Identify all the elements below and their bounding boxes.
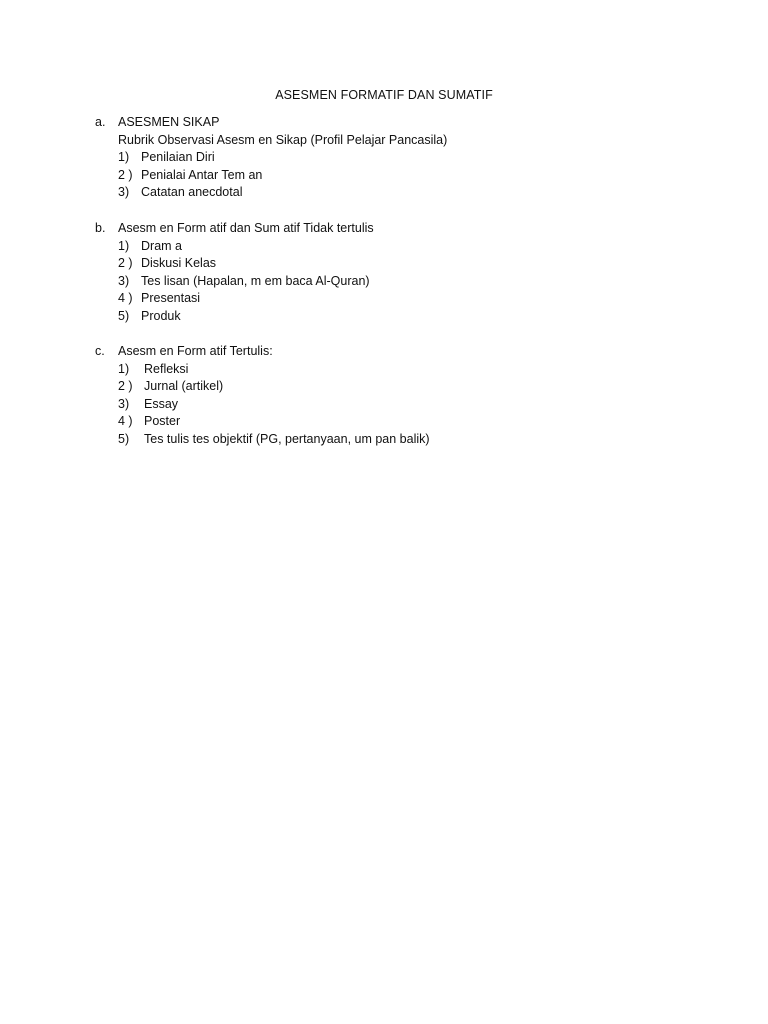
section-heading-text: Asesm en Form atif dan Sum atif Tidak tertulis: [118, 221, 374, 235]
item-list: [95, 361, 715, 449]
item-number: 5): [118, 308, 130, 323]
item-text: Poster: [144, 414, 181, 429]
item-text: Penilaian Diri: [141, 150, 215, 165]
section-heading: [95, 343, 715, 361]
list-item: [118, 255, 715, 273]
document-title: ASESMEN FORMATIF DAN SUMATIF: [275, 88, 493, 102]
item-number: 3): [118, 396, 130, 411]
item-text: Produk: [141, 308, 181, 323]
item-number: 4 ): [118, 291, 133, 306]
section-heading-text: Asesm en Form atif Tertulis:: [118, 344, 273, 358]
item-text: Diskusi Kelas: [141, 256, 217, 271]
item-text: Presentasi: [141, 291, 201, 306]
item-number: 3): [118, 273, 130, 288]
list-item: [118, 273, 715, 291]
item-text: Dram a: [141, 238, 182, 253]
list-item: [118, 238, 715, 256]
list-item: [118, 308, 715, 326]
item-number: 2 ): [118, 379, 133, 394]
item-text: Catatan anecdotal: [141, 185, 243, 200]
section-heading: [95, 220, 715, 238]
list-item: [118, 413, 715, 431]
item-number: 5): [118, 431, 130, 446]
item-number: 1): [118, 150, 130, 165]
section-non-written-assessment: [95, 220, 715, 326]
item-number: 1): [118, 238, 130, 253]
item-number: 3): [118, 185, 130, 200]
section-marker: b.: [95, 221, 106, 235]
section-heading: [95, 114, 715, 132]
section-marker: a.: [95, 115, 106, 129]
item-text: Penialai Antar Tem an: [141, 167, 263, 182]
section-marker: c.: [95, 344, 105, 358]
list-item: [118, 149, 715, 167]
list-item: [118, 431, 715, 449]
item-list: [95, 149, 715, 202]
item-list: [95, 238, 715, 326]
item-number: 4 ): [118, 414, 133, 429]
list-item: [118, 396, 715, 414]
list-item: [118, 378, 715, 396]
item-text: Jurnal (artikel): [144, 379, 224, 394]
list-item: [118, 361, 715, 379]
list-item: [118, 290, 715, 308]
section-written-assessment: [95, 343, 715, 449]
item-text: Tes tulis tes objektif (PG, pertanyaan, um pan balik): [144, 431, 430, 446]
item-number: 1): [118, 361, 130, 376]
section-asesmen-sikap: [95, 114, 715, 202]
list-item: [118, 184, 715, 202]
section-subheading: Rubrik Observasi Asesm en Sikap (Profil Pelajar Pancasila): [118, 132, 448, 147]
item-number: 2 ): [118, 167, 133, 182]
item-text: Tes lisan (Hapalan, m em baca Al-Quran): [141, 273, 370, 288]
item-number: 2 ): [118, 256, 133, 271]
item-text: Refleksi: [144, 361, 189, 376]
list-item: [118, 167, 715, 185]
item-text: Essay: [144, 396, 179, 411]
section-heading-text: ASESMEN SIKAP: [118, 115, 220, 129]
